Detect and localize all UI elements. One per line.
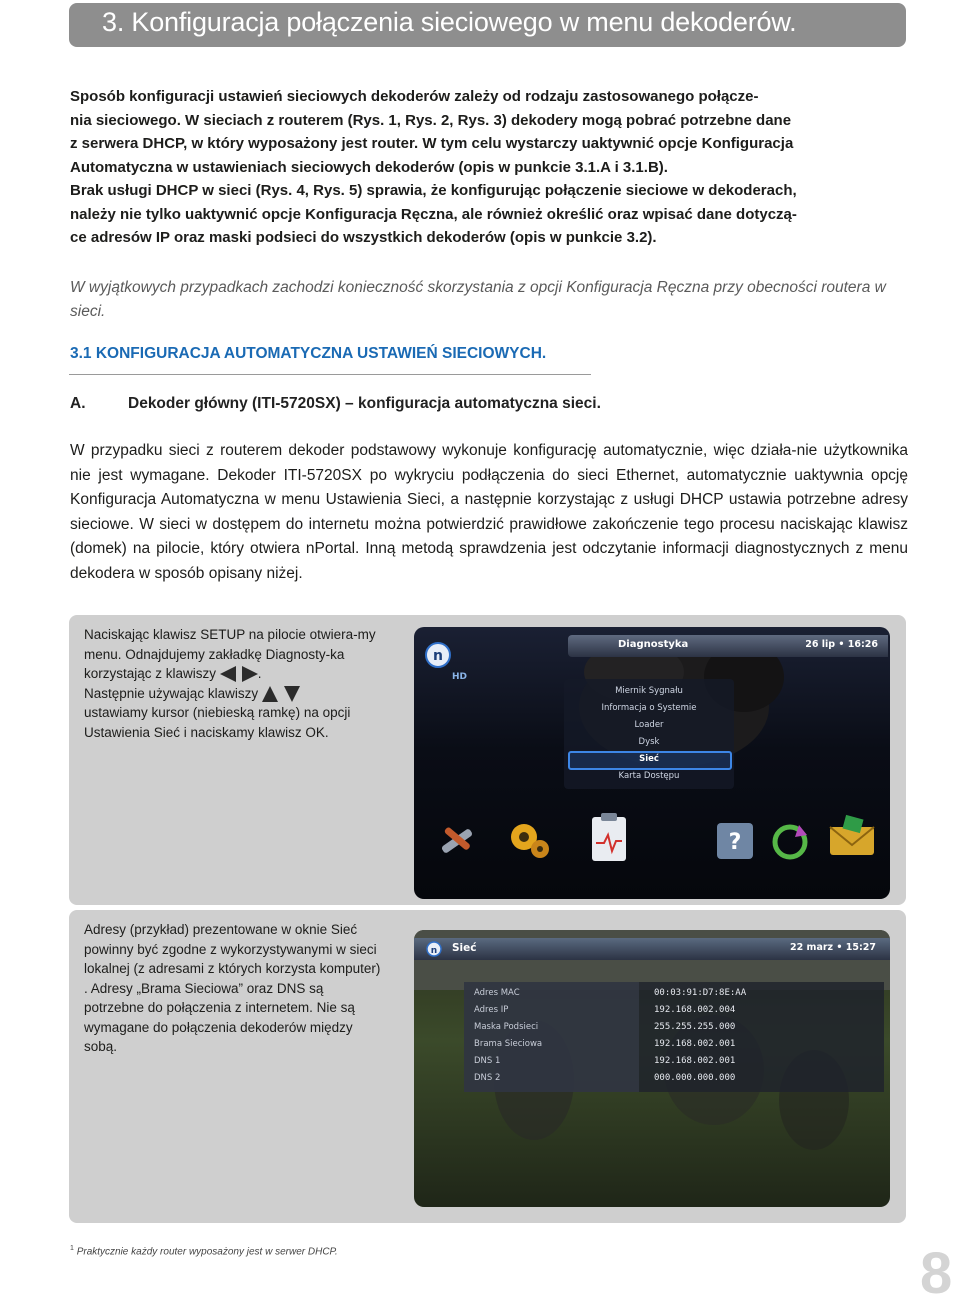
menu-item-access-card[interactable]: Karta Dostępu: [618, 771, 680, 781]
subsection-letter: A.: [70, 395, 86, 412]
intro-line: nia sieciowego. W sieciach z routerem (Rys. 1, Rys. 2, Rys. 3) dekodery mogą pobrać potrzebne dane: [70, 111, 792, 129]
section-title: 3.1 KONFIGURACJA AUTOMATYCZNA USTAWIEŃ SIECIOWYCH.: [70, 345, 547, 362]
intro-paragraph-2: [70, 179, 910, 250]
screen-title: Sieć: [452, 942, 477, 954]
intro-line: z serwera DHCP, w który wyposażony jest router. W tym celu wystarczy uaktywnić opcje Konfiguracja: [70, 135, 794, 152]
refresh-icon[interactable]: [769, 821, 811, 863]
subsection-title: Dekoder główny (ITI-5720SX) – konfiguracja automatyczna sieci.: [128, 395, 601, 412]
screen-title-bar: [414, 938, 890, 960]
body-paragraph: W przypadku sieci z routerem dekoder podstawowy wykonuje konfigurację automatycznie, więc działa-nie użytkownika nie jest wymagane. Dekoder ITI-5720SX po wykryciu podłączenia do sieci Ethernet, automatycznie uaktywnia opcję Konfiguracja Automatyczna w menu Ustawienia Sieci, a następnie korzystając z usługi DHCP ustawia potrzebne adresy sieciowe. W sieci w dostępem do internetu można potwierdzić prawidłowe zakończenie tego procesu naciskając klawisz (domek) na pilocie, który otwiera nPortal. Inną metodą sprawdzenia jest odczytanie informacji diagnostycznych z menu dekodera w sposób opisany niżej.: [70, 442, 908, 582]
footnote-text: Praktycznie każdy router wyposażony jest w serwer DHCP.: [76, 1246, 338, 1258]
section-divider: [69, 374, 591, 375]
menu-item-system-info[interactable]: Informacja o Systemie: [601, 703, 697, 713]
svg-text:HD: HD: [452, 672, 468, 682]
screen-datetime: 26 lip • 16:26: [805, 639, 878, 650]
clipboard-icon[interactable]: [584, 811, 634, 867]
chapter-header-bar: [69, 3, 906, 47]
menu-icon-strip: [414, 807, 890, 899]
intro-line: Sposób konfiguracji ustawień sieciowych dekoderów zależy od rodzaju zastosowanego połącze-: [70, 88, 759, 105]
instruction-panel-2: [69, 910, 906, 1223]
nnet-logo-icon: [422, 639, 470, 687]
nnet-logo-icon: [426, 941, 442, 957]
network-value: 192.168.002.001: [654, 1056, 736, 1066]
left-right-arrows-icon: [220, 666, 258, 682]
up-down-arrows-icon: [262, 686, 300, 702]
screen-title-bar: [568, 635, 888, 657]
intro-paragraph-1: [70, 85, 910, 179]
panel-1-text: [84, 625, 384, 742]
svg-text:n: n: [430, 946, 438, 956]
network-info-panel: [464, 982, 884, 1092]
footnote: [70, 1245, 338, 1257]
network-value: 192.168.002.004: [654, 1005, 736, 1015]
panel-1-text-a: Naciskając klawisz SETUP na pilocie otwiera-my menu. Odnajdujemy zakładkę Diagnosty-ka korzystając z klawiszy: [84, 627, 376, 681]
footnote-marker: 1: [70, 1245, 74, 1252]
instruction-panel-1: [69, 615, 906, 905]
panel-1-text-b: .: [257, 666, 262, 681]
screen-datetime: 22 marz • 15:27: [790, 942, 876, 953]
tools-icon[interactable]: [434, 817, 480, 863]
network-screen: [414, 930, 890, 1207]
italic-note: W wyjątkowych przypadkach zachodzi konieczność skorzystania z opcji Konfiguracja Ręczna przy obecności routera w sieci.: [70, 279, 886, 320]
intro-line: ce adresów IP oraz maski podsieci do wszystkich dekoderów (opis w punkcie 3.2).: [70, 229, 657, 246]
diagnostyka-screen: [414, 627, 890, 899]
nnet-hd-logo: [422, 639, 470, 687]
network-value: 00:03:91:D7:8E:AA: [654, 988, 747, 998]
network-value: 192.168.002.001: [654, 1039, 736, 1049]
menu-item-signal-meter[interactable]: Miernik Sygnału: [615, 686, 683, 696]
network-label: Adres MAC: [474, 988, 520, 998]
subsection-heading: [70, 395, 601, 413]
gears-icon[interactable]: [504, 815, 554, 865]
panel-1-text-d: ustawiamy kursor (niebieską ramkę) na opcji Ustawienia Sieć i naciskamy klawisz OK.: [84, 705, 351, 740]
diagnostics-menu: [564, 679, 734, 789]
menu-item-loader[interactable]: Loader: [634, 720, 664, 730]
mail-icon[interactable]: [824, 813, 880, 863]
menu-item-network[interactable]: Sieć: [639, 754, 659, 764]
page-number: 8: [920, 1241, 953, 1306]
panel-1-text-c: Następnie używając klawiszy: [84, 685, 259, 701]
intro-line: należy nie tylko uaktywnić opcje Konfiguracja Ręczna, ale również określić oraz wpisać dane dotyczą-: [70, 205, 797, 223]
menu-item-disk[interactable]: Dysk: [638, 737, 660, 747]
chapter-title: 3. Konfiguracja połączenia sieciowego w menu dekoderów.: [102, 7, 797, 37]
network-label: Adres IP: [474, 1005, 509, 1015]
network-label: DNS 2: [474, 1073, 501, 1083]
svg-text:?: ?: [728, 830, 742, 855]
help-icon[interactable]: [709, 815, 761, 867]
svg-text:n: n: [433, 648, 443, 664]
intro-line: Brak usługi DHCP w sieci (Rys. 4, Rys. 5) sprawia, że konfigurując połączenie sieciowe w dekoderach,: [70, 182, 797, 199]
network-value: 000.000.000.000: [654, 1073, 736, 1083]
intro-line: Automatyczna w ustawieniach sieciowych dekoderów (opis w punkcie 3.1.A i 3.1.B).: [70, 158, 668, 176]
network-value: 255.255.255.000: [654, 1022, 736, 1032]
network-label: DNS 1: [474, 1056, 501, 1066]
network-label: Maska Podsieci: [474, 1022, 539, 1032]
screen-title: Diagnostyka: [618, 639, 689, 650]
network-label: Brama Sieciowa: [474, 1039, 543, 1049]
panel-2-text: Adresy (przykład) prezentowane w oknie Sieć powinny być zgodne z wykorzystywanymi w sieci lokalnej (z adresami z których korzysta komputer) . Adresy „Brama Sieciowa” oraz DNS są potrzebne do połączenia z internetem. Nie są wymagane do połączenia dekoderów między sobą.: [84, 922, 381, 1054]
